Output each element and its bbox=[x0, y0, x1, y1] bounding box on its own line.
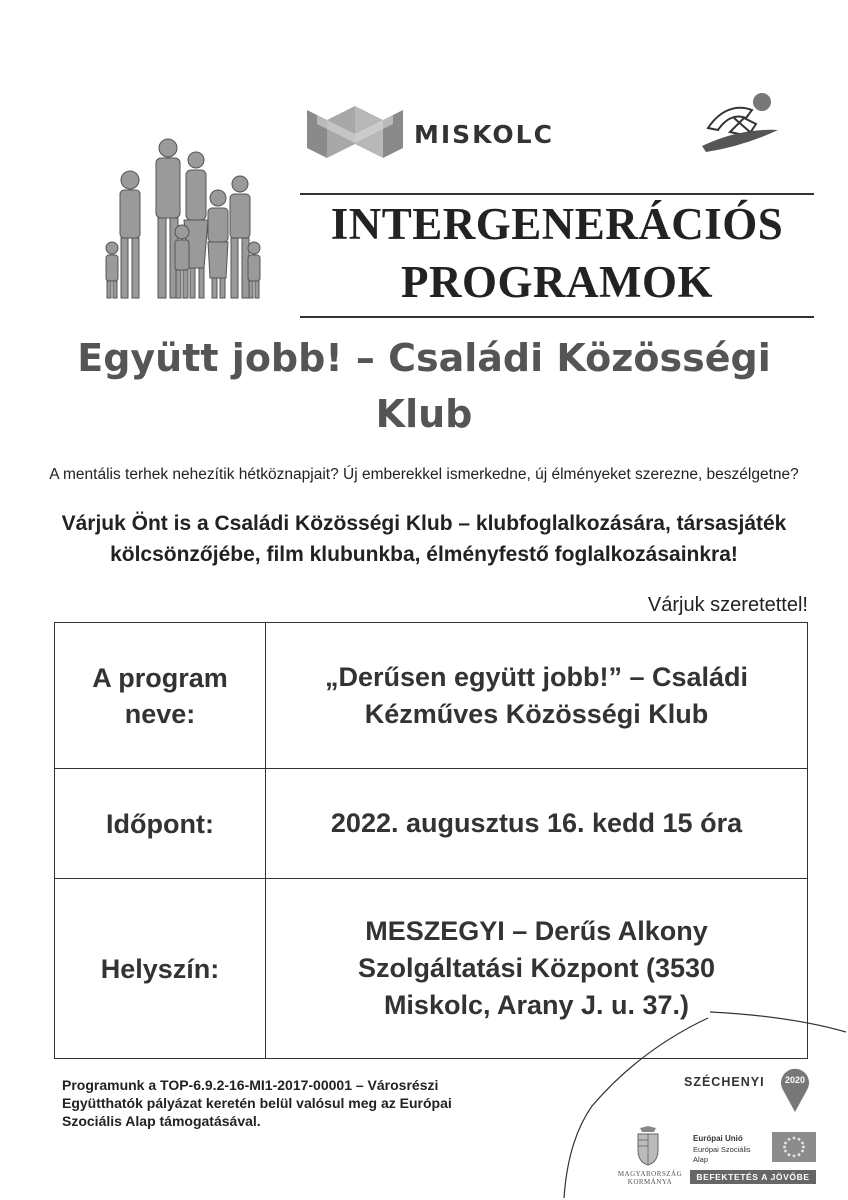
program-name-value-line-1: „Derűsen együtt jobb!” – Családi bbox=[324, 661, 749, 692]
map-pin-icon bbox=[780, 1066, 810, 1114]
funding-line-2: Együtthatók pályázat keretén belül valósul meg az Európai bbox=[62, 1095, 452, 1111]
esf-label-1: Európai Szociális bbox=[693, 1145, 751, 1154]
title-rule-top bbox=[300, 193, 814, 195]
government-line-2: KORMÁNYA bbox=[627, 1178, 673, 1186]
table-row bbox=[55, 769, 808, 879]
program-name-label-line-2: neve: bbox=[124, 698, 196, 729]
subtitle-line-2: Klub bbox=[375, 392, 473, 436]
esf-label-2: Alap bbox=[693, 1155, 709, 1164]
family-illustration-icon bbox=[100, 128, 268, 308]
program-name-label-line-1: A program bbox=[92, 662, 228, 693]
subtitle bbox=[40, 330, 808, 442]
funding-statement bbox=[62, 1076, 532, 1130]
program-info-table bbox=[54, 622, 808, 1059]
eu-label: Európai Unió bbox=[693, 1134, 743, 1143]
szechenyi-year: 2020 bbox=[784, 1075, 806, 1085]
eu-flag-icon bbox=[772, 1132, 816, 1162]
program-name-value bbox=[266, 623, 808, 769]
szechenyi-2020-badge bbox=[780, 1066, 810, 1114]
intro-question: A mentális terhek nehezítik hétköznapjait? Új emberekkel ismerkedne, új élményeket szerezne, beszélgetne? bbox=[49, 466, 799, 483]
location-value-line-3: Miskolc, Arany J. u. 37.) bbox=[383, 990, 690, 1020]
date-label: Időpont: bbox=[55, 769, 266, 879]
funding-line-3: Szociális Alap támogatásával. bbox=[62, 1113, 261, 1129]
title-line-2: PROGRAMOK bbox=[401, 257, 713, 307]
location-value-line-1: MESZEGYI – Derűs Alkony bbox=[365, 916, 708, 946]
hungarian-crest-icon bbox=[632, 1126, 664, 1166]
invitation-line-1: Várjuk Önt is a Családi Közösségi Klub – klubfoglalkozására, társasjáték bbox=[61, 512, 787, 535]
city-name: MISKOLC bbox=[414, 120, 554, 149]
location-value-line-2: Szolgáltatási Központ (3530 bbox=[357, 953, 716, 983]
title-line-1: INTERGENERÁCIÓS bbox=[330, 199, 784, 249]
program-name-value-line-2: Kézműves Közösségi Klub bbox=[364, 698, 709, 729]
program-name-label bbox=[55, 623, 266, 769]
szechenyi-label: SZÉCHENYI bbox=[684, 1075, 765, 1089]
title-rule-bottom bbox=[300, 316, 814, 318]
investment-banner: BEFEKTETÉS A JÖVŐBE bbox=[690, 1170, 816, 1184]
date-value: 2022. augusztus 16. kedd 15 óra bbox=[266, 769, 808, 879]
welcome-text: Várjuk szeretettel! bbox=[647, 594, 808, 616]
invitation-line-2: kölcsönzőjébe, film klubunkba, élményfestő foglalkozásainkra! bbox=[110, 543, 738, 566]
table-row bbox=[55, 623, 808, 769]
subtitle-line-1: Együtt jobb! – Családi Közösségi bbox=[77, 336, 771, 380]
invitation-text bbox=[40, 508, 808, 570]
snowboarder-icon bbox=[700, 88, 780, 156]
funding-line-1: Programunk a TOP-6.9.2-16-MI1-2017-00001 – Városrészi bbox=[62, 1077, 439, 1093]
government-label bbox=[608, 1170, 692, 1186]
miskolc-logo-icon bbox=[305, 104, 405, 162]
government-line-1: MAGYARORSZÁG bbox=[617, 1170, 683, 1178]
location-label: Helyszín: bbox=[55, 879, 266, 1059]
